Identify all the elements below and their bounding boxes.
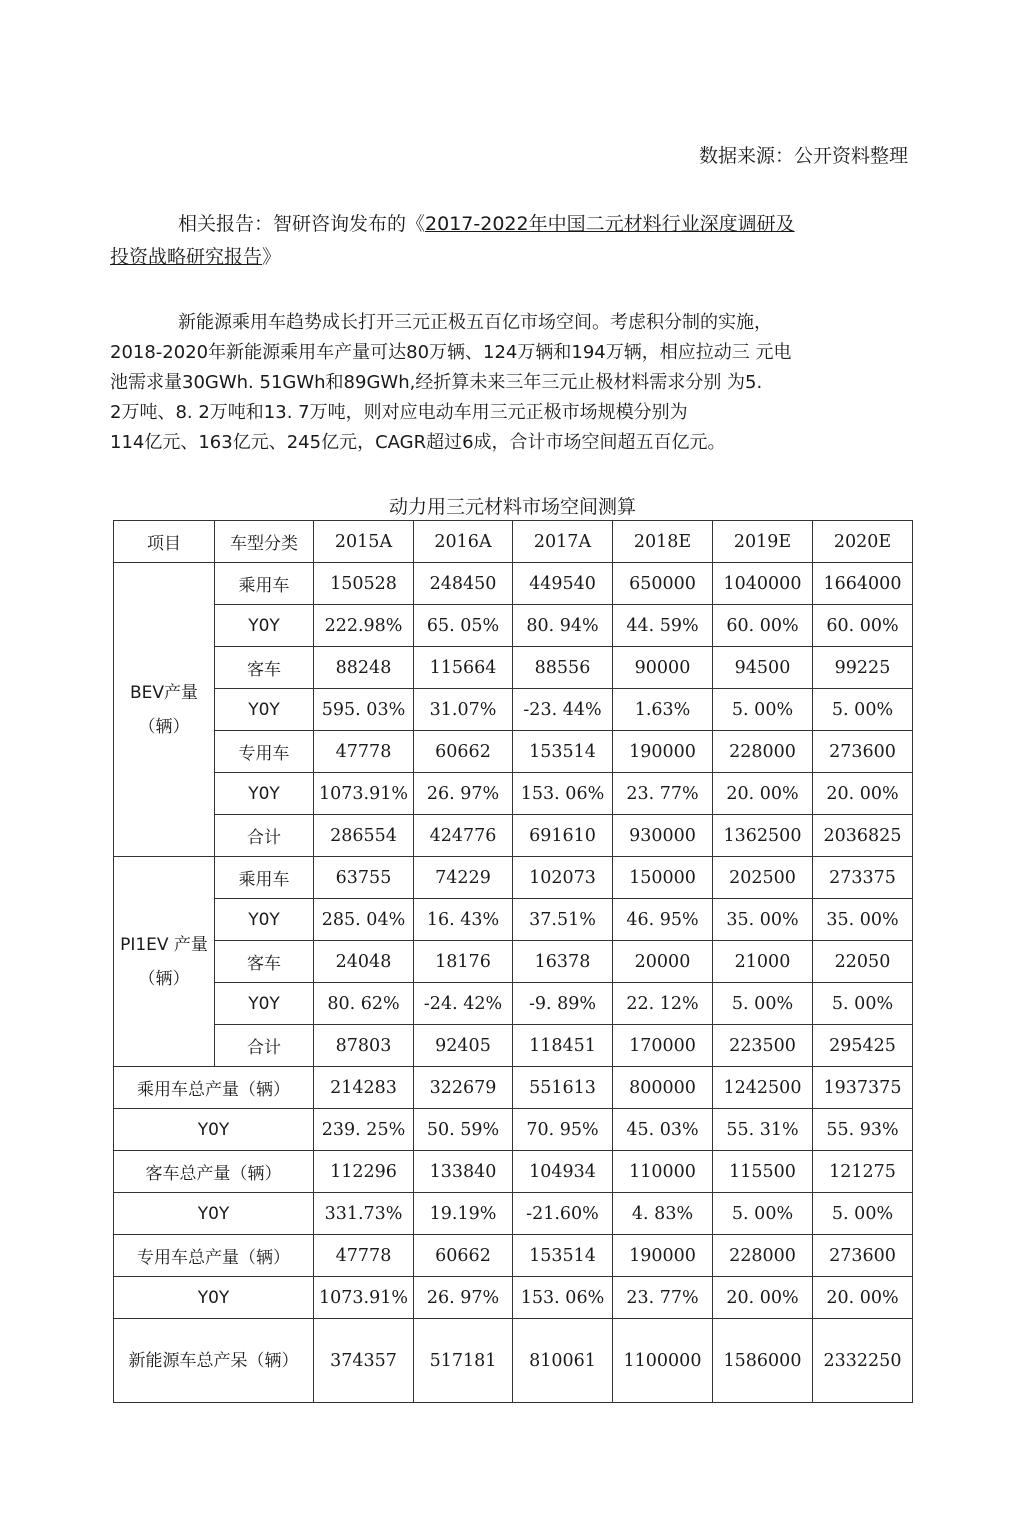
table-row — [114, 1319, 913, 1403]
table-row — [114, 647, 913, 689]
table-row — [114, 857, 913, 899]
value-cell: 22. 12% — [613, 983, 713, 1025]
value-cell: 424776 — [414, 815, 513, 857]
value-cell: 551613 — [513, 1067, 613, 1109]
value-cell: 273600 — [813, 1235, 913, 1277]
vehicle-type-cell: 客车 — [215, 647, 314, 689]
table-header-row — [114, 521, 913, 563]
paragraph-line: 2018-2020年新能源乘用车产量可达80万辆、124万辆和194万辆，相应拉动三 元电 — [110, 342, 792, 363]
value-cell: 295425 — [813, 1025, 913, 1067]
value-cell: 228000 — [713, 1235, 813, 1277]
value-cell: 74229 — [414, 857, 513, 899]
value-cell: 115664 — [414, 647, 513, 689]
value-cell: 22050 — [813, 941, 913, 983]
related-report-link-line2[interactable]: 投资战略研究报告 — [110, 246, 263, 268]
value-cell: 60. 00% — [813, 605, 913, 647]
value-cell: 1664000 — [813, 563, 913, 605]
row-label-cell: 乘用车总产量（辆） — [114, 1067, 314, 1109]
value-cell: 214283 — [314, 1067, 414, 1109]
value-cell: 1073.91% — [314, 773, 414, 815]
value-cell: 20. 00% — [713, 773, 813, 815]
value-cell: 31.07% — [414, 689, 513, 731]
value-cell: 202500 — [713, 857, 813, 899]
value-cell: 35. 00% — [813, 899, 913, 941]
row-label-cell: Y0Y — [114, 1277, 314, 1319]
value-cell: 5. 00% — [813, 689, 913, 731]
value-cell: 190000 — [613, 1235, 713, 1277]
value-cell: 47778 — [314, 1235, 414, 1277]
value-cell: 4. 83% — [613, 1193, 713, 1235]
table-row — [114, 773, 913, 815]
table-row — [114, 1109, 913, 1151]
value-cell: 1040000 — [713, 563, 813, 605]
value-cell: 99225 — [813, 647, 913, 689]
value-cell: 5. 00% — [713, 983, 813, 1025]
related-report — [110, 208, 900, 274]
value-cell: 449540 — [513, 563, 613, 605]
value-cell: 24048 — [314, 941, 414, 983]
value-cell: 50. 59% — [414, 1109, 513, 1151]
vehicle-type-cell: 乘用车 — [215, 563, 314, 605]
value-cell: 80. 62% — [314, 983, 414, 1025]
table-row — [114, 605, 913, 647]
value-cell: 55. 31% — [713, 1109, 813, 1151]
value-cell: 273600 — [813, 731, 913, 773]
value-cell: 810061 — [513, 1319, 613, 1403]
value-cell: 1362500 — [713, 815, 813, 857]
row-label-cell: 客车总产量（辆） — [114, 1151, 314, 1193]
value-cell: 92405 — [414, 1025, 513, 1067]
header-cell: 2015A — [314, 521, 414, 563]
header-cell: 项目 — [114, 521, 215, 563]
vehicle-type-cell: Y0Y — [215, 605, 314, 647]
value-cell: 55. 93% — [813, 1109, 913, 1151]
value-cell: 322679 — [414, 1067, 513, 1109]
paragraph-line: 新能源乘用车趋势成长打开三元正极五百亿市场空间。考虑积分制的实施， — [178, 312, 772, 333]
group-label-cell: BEV产量（辆） — [114, 563, 215, 857]
table-row — [114, 563, 913, 605]
value-cell: 46. 95% — [613, 899, 713, 941]
value-cell: 19.19% — [414, 1193, 513, 1235]
value-cell: 80. 94% — [513, 605, 613, 647]
header-cell: 2019E — [713, 521, 813, 563]
table-row — [114, 983, 913, 1025]
table-row — [114, 1235, 913, 1277]
value-cell: -9. 89% — [513, 983, 613, 1025]
value-cell: 133840 — [414, 1151, 513, 1193]
value-cell: 20. 00% — [713, 1277, 813, 1319]
vehicle-type-cell: 合计 — [215, 1025, 314, 1067]
header-cell: 车型分类 — [215, 521, 314, 563]
value-cell: 5. 00% — [813, 983, 913, 1025]
value-cell: 35. 00% — [713, 899, 813, 941]
value-cell: 26. 97% — [414, 1277, 513, 1319]
value-cell: 1242500 — [713, 1067, 813, 1109]
table-title: 动力用三元材料市场空间测算 — [388, 496, 636, 518]
value-cell: 16. 43% — [414, 899, 513, 941]
value-cell: 63755 — [314, 857, 414, 899]
value-cell: 60662 — [414, 1235, 513, 1277]
value-cell: -23. 44% — [513, 689, 613, 731]
table-row — [114, 1067, 913, 1109]
value-cell: 5. 00% — [813, 1193, 913, 1235]
value-cell: 16378 — [513, 941, 613, 983]
vehicle-type-cell: 客车 — [215, 941, 314, 983]
value-cell: 102073 — [513, 857, 613, 899]
value-cell: 23. 77% — [613, 773, 713, 815]
table-row — [114, 689, 913, 731]
value-cell: 1586000 — [713, 1319, 813, 1403]
related-report-link[interactable]: 2017-2022年中国二元材料行业深度调研及 — [425, 213, 795, 235]
value-cell: 153514 — [513, 1235, 613, 1277]
table-row — [114, 1277, 913, 1319]
table-row — [114, 899, 913, 941]
row-label-cell: Y0Y — [114, 1109, 314, 1151]
value-cell: 153. 06% — [513, 1277, 613, 1319]
value-cell: 1.63% — [613, 689, 713, 731]
value-cell: 650000 — [613, 563, 713, 605]
value-cell: 87803 — [314, 1025, 414, 1067]
table-row — [114, 1151, 913, 1193]
value-cell: 150000 — [613, 857, 713, 899]
value-cell: 223500 — [713, 1025, 813, 1067]
table-row — [114, 1025, 913, 1067]
value-cell: 20. 00% — [813, 1277, 913, 1319]
value-cell: 94500 — [713, 647, 813, 689]
value-cell: 37.51% — [513, 899, 613, 941]
vehicle-type-cell: Y0Y — [215, 899, 314, 941]
value-cell: 5. 00% — [713, 1193, 813, 1235]
value-cell: 45. 03% — [613, 1109, 713, 1151]
header-cell: 2018E — [613, 521, 713, 563]
value-cell: 239. 25% — [314, 1109, 414, 1151]
paragraph-line: 2万吨、8. 2万吨和13. 7万吨，则对应电动车用三元正极市场规模分别为 — [110, 402, 688, 423]
value-cell: 104934 — [513, 1151, 613, 1193]
value-cell: 70. 95% — [513, 1109, 613, 1151]
value-cell: 1937375 — [813, 1067, 913, 1109]
vehicle-type-cell: 乘用车 — [215, 857, 314, 899]
value-cell: 60662 — [414, 731, 513, 773]
value-cell: 118451 — [513, 1025, 613, 1067]
group-label-cell: PI1EV 产量（辆） — [114, 857, 215, 1067]
value-cell: 2332250 — [813, 1319, 913, 1403]
value-cell: -21.60% — [513, 1193, 613, 1235]
value-cell: 88248 — [314, 647, 414, 689]
vehicle-type-cell: Y0Y — [215, 689, 314, 731]
value-cell: 595. 03% — [314, 689, 414, 731]
value-cell: 115500 — [713, 1151, 813, 1193]
value-cell: 153. 06% — [513, 773, 613, 815]
value-cell: 190000 — [613, 731, 713, 773]
table-row — [114, 1193, 913, 1235]
value-cell: 20000 — [613, 941, 713, 983]
row-label-cell: 专用车总产量（辆） — [114, 1235, 314, 1277]
value-cell: 90000 — [613, 647, 713, 689]
related-report-prefix: 相关报告：智研咨询发布的《 — [178, 213, 426, 235]
value-cell: 121275 — [813, 1151, 913, 1193]
value-cell: 1073.91% — [314, 1277, 414, 1319]
vehicle-type-cell: 专用车 — [215, 731, 314, 773]
value-cell: 21000 — [713, 941, 813, 983]
value-cell: 150528 — [314, 563, 414, 605]
value-cell: 248450 — [414, 563, 513, 605]
value-cell: 5. 00% — [713, 689, 813, 731]
header-cell: 2017A — [513, 521, 613, 563]
vehicle-type-cell: Y0Y — [215, 983, 314, 1025]
row-label-cell: 新能源车总产呆（辆） — [114, 1319, 314, 1403]
value-cell: 273375 — [813, 857, 913, 899]
value-cell: 374357 — [314, 1319, 414, 1403]
value-cell: 60. 00% — [713, 605, 813, 647]
paragraph-line: 114亿元、163亿元、245亿元，CAGR超过6成，合计市场空间超五百亿元。 — [110, 432, 726, 453]
value-cell: 800000 — [613, 1067, 713, 1109]
vehicle-type-cell: 合计 — [215, 815, 314, 857]
value-cell: 285. 04% — [314, 899, 414, 941]
value-cell: -24. 42% — [414, 983, 513, 1025]
header-cell: 2020E — [813, 521, 913, 563]
table-row — [114, 941, 913, 983]
value-cell: 88556 — [513, 647, 613, 689]
value-cell: 228000 — [713, 731, 813, 773]
value-cell: 20. 00% — [813, 773, 913, 815]
value-cell: 331.73% — [314, 1193, 414, 1235]
value-cell: 170000 — [613, 1025, 713, 1067]
vehicle-type-cell: Y0Y — [215, 773, 314, 815]
value-cell: 1100000 — [613, 1319, 713, 1403]
value-cell: 286554 — [314, 815, 414, 857]
value-cell: 18176 — [414, 941, 513, 983]
market-space-table — [113, 520, 913, 1403]
value-cell: 2036825 — [813, 815, 913, 857]
value-cell: 26. 97% — [414, 773, 513, 815]
source-note: 数据来源：公开资料整理 — [698, 145, 908, 167]
value-cell: 691610 — [513, 815, 613, 857]
value-cell: 112296 — [314, 1151, 414, 1193]
paragraph-line: 池需求量30GWh. 51GWh和89GWh,经折算未来三年三元止极材料需求分别 为5. — [110, 372, 763, 393]
value-cell: 517181 — [414, 1319, 513, 1403]
value-cell: 65. 05% — [414, 605, 513, 647]
body-paragraph — [110, 308, 890, 458]
value-cell: 930000 — [613, 815, 713, 857]
value-cell: 110000 — [613, 1151, 713, 1193]
value-cell: 153514 — [513, 731, 613, 773]
value-cell: 44. 59% — [613, 605, 713, 647]
table-row — [114, 731, 913, 773]
row-label-cell: Y0Y — [114, 1193, 314, 1235]
table-row — [114, 815, 913, 857]
value-cell: 47778 — [314, 731, 414, 773]
related-report-suffix: 》 — [262, 246, 282, 268]
value-cell: 23. 77% — [613, 1277, 713, 1319]
value-cell: 222.98% — [314, 605, 414, 647]
header-cell: 2016A — [414, 521, 513, 563]
